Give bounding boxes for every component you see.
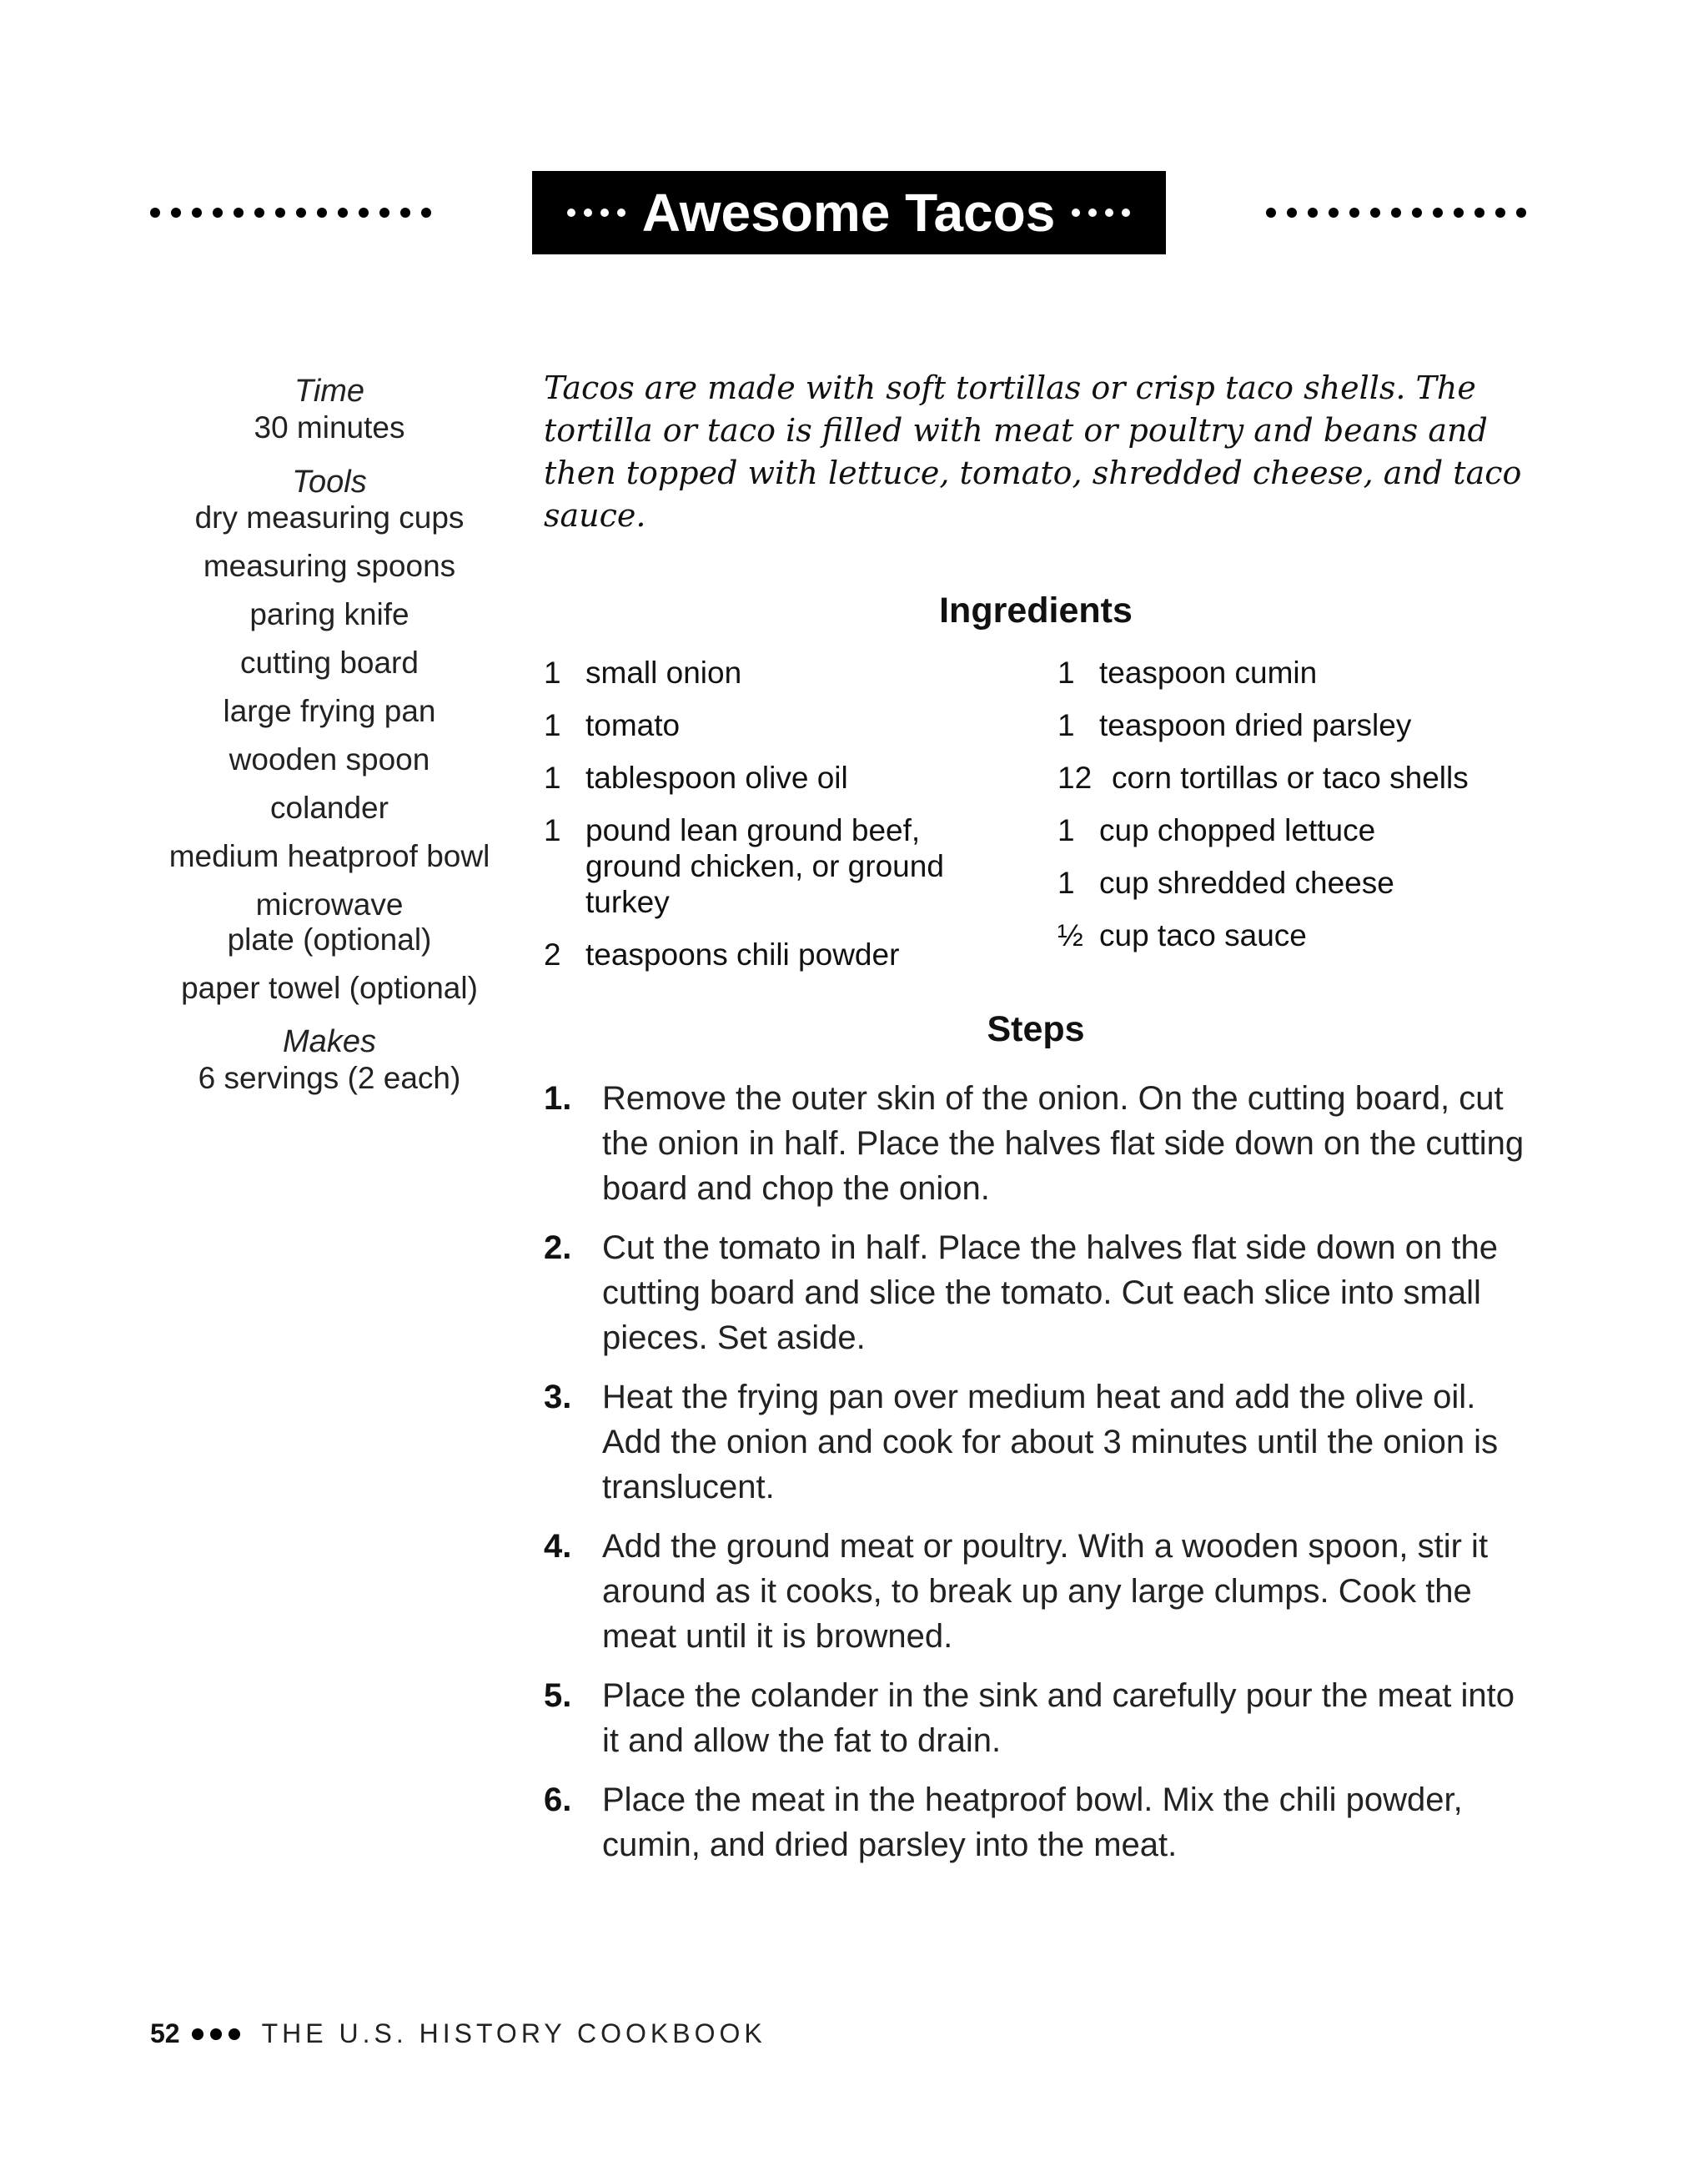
right-dot-rule xyxy=(1266,208,1526,218)
step-text: Place the meat in the heatproof bowl. Mix the chili powder, cumin, and dried parsley into the meat. xyxy=(602,1782,1463,1863)
step-number: 5. xyxy=(544,1677,572,1714)
ingredient-row xyxy=(1057,707,1525,743)
tool-item: dry measuring cups xyxy=(194,500,465,535)
step-number: 2. xyxy=(544,1229,572,1266)
step-text: Heat the frying pan over medium heat and add the olive oil. Add the onion and cook for about 3 minutes until the onion is translucent. xyxy=(602,1379,1499,1505)
title-box xyxy=(532,171,1166,254)
tool-item: wooden spoon xyxy=(229,742,430,776)
tool-item: paper towel (optional) xyxy=(181,971,478,1005)
ingredient-item: corn tortillas or taco shells xyxy=(1112,761,1469,795)
ingredient-qty: 1 xyxy=(544,761,561,795)
tool-item: large frying pan xyxy=(223,694,436,728)
ingredient-qty: ½ xyxy=(1057,918,1083,952)
ingredient-row xyxy=(544,937,977,972)
ingredient-row xyxy=(1057,655,1525,691)
step-item xyxy=(544,1225,1528,1360)
makes-label: Makes xyxy=(283,1024,376,1059)
ingredient-item: teaspoons chili powder xyxy=(585,937,900,972)
ingredient-item: small onion xyxy=(585,656,742,690)
tool-item: colander xyxy=(270,791,389,825)
ingredient-row xyxy=(1057,865,1525,901)
tool-item: measuring spoons xyxy=(203,549,456,583)
footer-dots xyxy=(192,2028,240,2040)
recipe-intro: Tacos are made with soft tortillas or crisp taco shells. The tortilla or taco is filled with meat or poultry and beans and then topped with lettuce, tomato, shredded cheese, and taco sauce. xyxy=(544,369,1522,534)
ingredient-item: tomato xyxy=(585,708,681,742)
step-item xyxy=(544,1673,1528,1763)
ingredients-heading: Ingredients xyxy=(939,591,1133,631)
tool-item: paring knife xyxy=(249,597,409,631)
ingredient-qty: 1 xyxy=(544,656,561,690)
left-dot-rule xyxy=(150,208,431,218)
steps-list xyxy=(544,1076,1528,1882)
ingredient-row xyxy=(544,707,977,743)
ingredient-item: teaspoon dried parsley xyxy=(1099,708,1412,742)
step-number: 1. xyxy=(544,1080,572,1117)
ingredient-item: cup shredded cheese xyxy=(1099,866,1394,900)
step-item xyxy=(544,1374,1528,1510)
ingredient-row xyxy=(544,812,977,920)
ingredient-item: tablespoon olive oil xyxy=(585,761,848,795)
ingredient-qty: 2 xyxy=(544,937,561,972)
tools-list xyxy=(150,500,509,1006)
page-footer xyxy=(150,2018,766,2049)
makes-value: 6 servings (2 each) xyxy=(198,1061,461,1095)
step-item xyxy=(544,1524,1528,1659)
ingredient-row xyxy=(1057,812,1525,848)
time-label: Time xyxy=(294,374,365,409)
tool-item: cutting board xyxy=(240,646,419,680)
ingredient-item: pound lean ground beef, ground chicken, or ground turkey xyxy=(585,813,944,919)
page-number: 52 xyxy=(150,2018,180,2048)
recipe-sidebar xyxy=(150,374,509,1097)
recipe-title: Awesome Tacos xyxy=(641,183,1056,243)
step-number: 6. xyxy=(544,1782,572,1818)
step-text: Place the colander in the sink and carefully pour the meat into it and allow the fat to drain. xyxy=(602,1677,1515,1759)
ingredient-row xyxy=(1057,917,1525,953)
ingredient-item: teaspoon cumin xyxy=(1099,656,1318,690)
step-text: Cut the tomato in half. Place the halves flat side down on the cutting board and slice the tomato. Cut each slice into small pieces. Set aside. xyxy=(602,1229,1498,1356)
ingredient-qty: 1 xyxy=(1057,813,1075,847)
ingredient-row xyxy=(544,655,977,691)
ingredient-qty: 1 xyxy=(544,708,561,742)
ingredient-qty: 12 xyxy=(1057,761,1093,795)
ingredient-row xyxy=(544,760,977,796)
step-item xyxy=(544,1777,1528,1867)
ingredient-qty: 1 xyxy=(1057,708,1075,742)
ingredient-row xyxy=(1057,760,1525,796)
ingredients-right-column xyxy=(1057,655,1525,970)
tool-item: medium heatproof bowl xyxy=(168,839,490,873)
steps-heading: Steps xyxy=(987,1009,1085,1049)
title-band xyxy=(150,163,1526,263)
tools-label: Tools xyxy=(292,465,367,500)
ingredients-left-column xyxy=(544,655,977,989)
step-text: Add the ground meat or poultry. With a wooden spoon, stir it around as it cooks, to break up any large clumps. Cook the meat until it is browned. xyxy=(602,1528,1489,1655)
time-value: 30 minutes xyxy=(254,410,405,445)
ingredient-item: cup chopped lettuce xyxy=(1099,813,1376,847)
step-number: 3. xyxy=(544,1379,572,1415)
step-text: Remove the outer skin of the onion. On the cutting board, cut the onion in half. Place the halves flat side down on the cutting board and chop the onion. xyxy=(602,1080,1525,1207)
ingredient-qty: 1 xyxy=(1057,656,1075,690)
tool-item: microwave plate (optional) xyxy=(227,887,432,957)
step-item xyxy=(544,1076,1528,1211)
book-title: THE U.S. HISTORY COOKBOOK xyxy=(261,2018,766,2048)
ingredient-item: cup taco sauce xyxy=(1099,918,1307,952)
step-number: 4. xyxy=(544,1528,572,1565)
ingredient-qty: 1 xyxy=(1057,866,1075,900)
ingredient-qty: 1 xyxy=(544,813,561,847)
